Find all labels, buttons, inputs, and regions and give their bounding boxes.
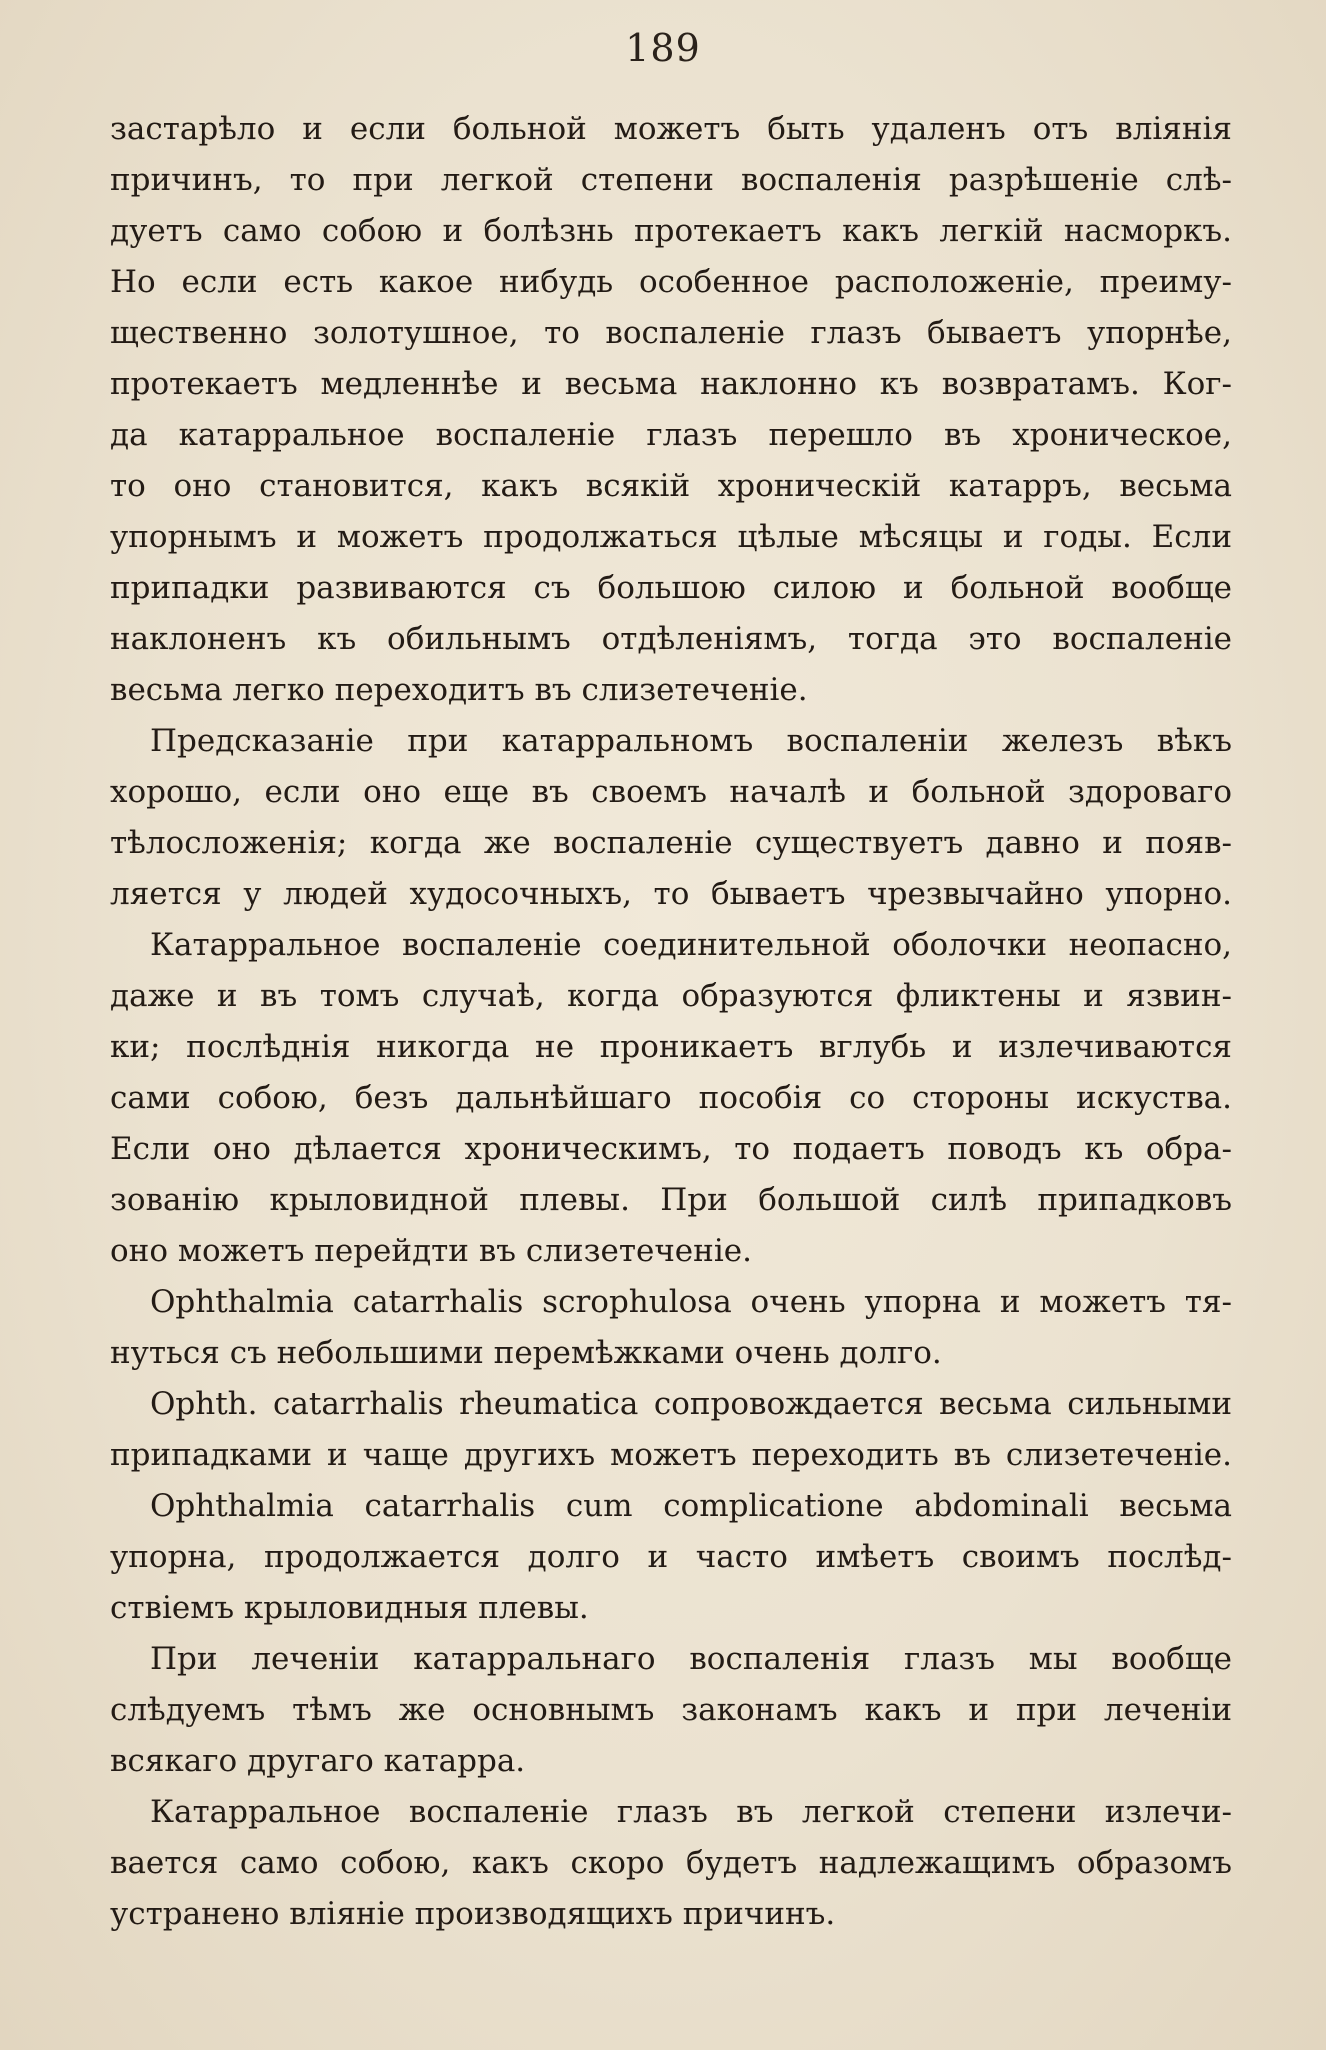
text-line: ляется у людей худосочныхъ, то бываетъ чрезвычайно упорно.: [110, 876, 1232, 912]
text-line: всякаго другаго катарра.: [110, 1743, 526, 1779]
text-line: упорна, продолжается долго и часто имѣетъ своимъ послѣд-: [110, 1539, 1232, 1575]
text-line: слѣдуемъ тѣмъ же основнымъ законамъ какъ и при леченіи: [110, 1692, 1232, 1728]
text-line: Катарральное воспаленіе соединительной оболочки неопасно,: [150, 927, 1232, 963]
text-line: устранено вліяніе производящихъ причинъ.: [110, 1896, 836, 1932]
text-line: сами собою, безъ дальнѣйшаго пособія со стороны искуства.: [110, 1080, 1232, 1116]
text-line: припадками и чаще другихъ можетъ переходить въ слизетеченіе.: [110, 1437, 1232, 1473]
text-line: Если оно дѣлается хроническимъ, то подаетъ поводъ къ обра-: [110, 1131, 1232, 1167]
text-line: нуться съ небольшими перемѣжками очень долго.: [110, 1335, 942, 1371]
text-line: ствіемъ крыловидныя плевы.: [110, 1590, 589, 1626]
body-text: [110, 104, 1232, 1940]
text-line: щественно золотушное, то воспаленіе глазъ бываетъ упорнѣе,: [110, 315, 1232, 351]
text-line: даже и въ томъ случаѣ, когда образуются фликтены и язвин-: [110, 978, 1232, 1014]
text-line: хорошо, если оно еще въ своемъ началѣ и больной здороваго: [110, 774, 1232, 810]
text-line: Предсказаніе при катарральномъ воспаленіи железъ вѣкъ: [150, 723, 1232, 759]
text-line: При леченіи катарральнаго воспаленія глазъ мы вообще: [150, 1641, 1232, 1677]
page-number: 189: [625, 26, 701, 70]
text-line: вается само собою, какъ скоро будетъ надлежащимъ образомъ: [110, 1845, 1232, 1881]
text-line: Катарральное воспаленіе глазъ въ легкой степени излечи-: [150, 1794, 1232, 1830]
text-line: то оно становится, какъ всякій хроническій катарръ, весьма: [110, 468, 1232, 504]
text-line: Ophthalmia catarrhalis scrophulosa очень упорна и можетъ тя-: [150, 1284, 1232, 1320]
text-line: зованію крыловидной плевы. При большой силѣ припадковъ: [110, 1182, 1232, 1218]
text-line: наклоненъ къ обильнымъ отдѣленіямъ, тогда это воспаленіе: [110, 621, 1232, 657]
text-line: причинъ, то при легкой степени воспаленія разрѣшеніе слѣ-: [110, 162, 1232, 198]
text-line: да катарральное воспаленіе глазъ перешло въ хроническое,: [110, 417, 1232, 453]
text-line: весьма легко переходитъ въ слизетеченіе.: [110, 672, 808, 708]
text-line: застарѣло и если больной можетъ быть удаленъ отъ вліянія: [110, 111, 1232, 147]
text-line: оно можетъ перейдти въ слизетеченіе.: [110, 1233, 752, 1269]
text-line: Ophth. catarrhalis rheumatica сопровождается весьма сильными: [150, 1386, 1232, 1422]
text-line: ки; послѣднія никогда не проникаетъ вглубь и излечиваются: [110, 1029, 1232, 1065]
text-line: Ophthalmia catarrhalis cum complicatione abdominali весьма: [150, 1488, 1232, 1524]
text-line: Но если есть какое нибудь особенное расположеніе, преиму-: [110, 264, 1232, 300]
text-line: дуетъ само собою и болѣзнь протекаетъ какъ легкій насморкъ.: [110, 213, 1232, 249]
text-line: тѣлосложенія; когда же воспаленіе существуетъ давно и появ-: [110, 825, 1232, 861]
text-line: протекаетъ медленнѣе и весьма наклонно къ возвратамъ. Ког-: [110, 366, 1232, 402]
text-line: припадки развиваются съ большою силою и больной вообще: [110, 570, 1232, 606]
text-line: упорнымъ и можетъ продолжаться цѣлые мѣсяцы и годы. Если: [110, 519, 1232, 555]
